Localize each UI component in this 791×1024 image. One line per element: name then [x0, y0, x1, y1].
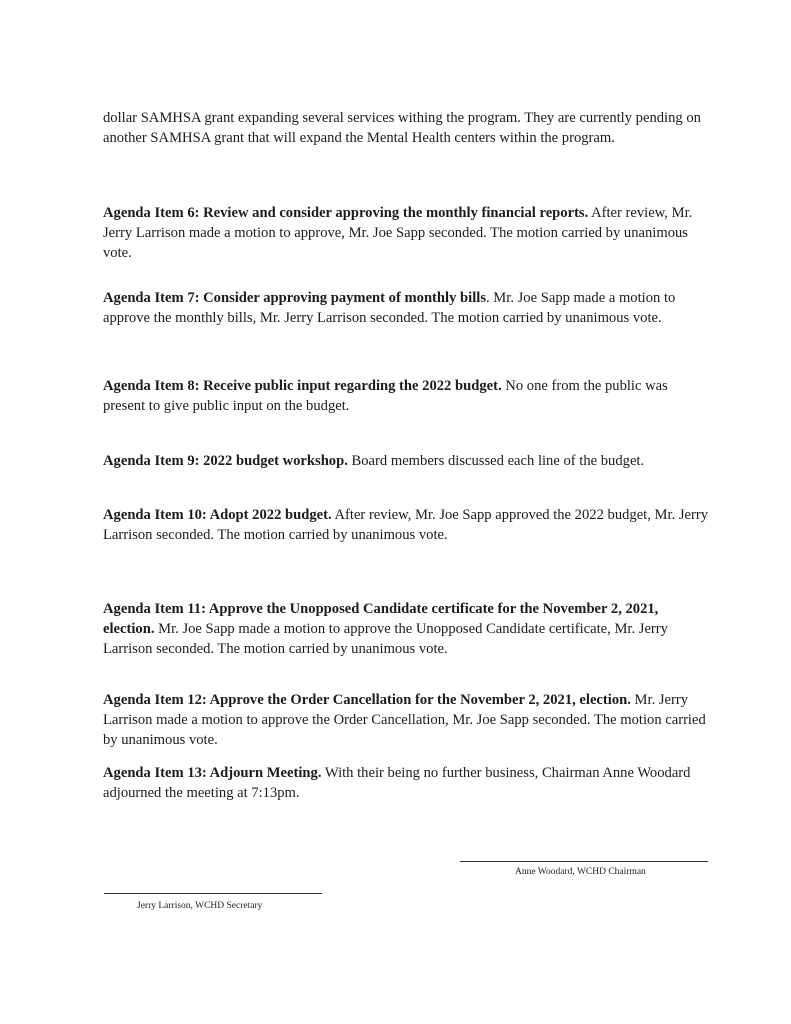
agenda-item-11-body: Mr. Joe Sapp made a motion to approve the Unopposed Candidate certificate, Mr. Jerry Larrison seconded. The motion carried by unanimous vote.	[103, 621, 668, 657]
agenda-item-6	[103, 203, 713, 263]
agenda-item-12-heading: Agenda Item 12: Approve the Order Cancellation for the November 2, 2021, election.	[103, 692, 631, 708]
secretary-signature-label: Jerry Larrison, WCHD Secretary	[137, 901, 263, 911]
agenda-item-13-body: With their being no further business, Chairman Anne Woodard adjourned the meeting at 7:13pm.	[103, 765, 691, 801]
agenda-item-11-heading: Agenda Item 11: Approve the Unopposed Candidate certificate for the November 2, 2021, election.	[103, 601, 659, 637]
agenda-item-12-body: Mr. Jerry Larrison made a motion to approve the Order Cancellation, Mr. Joe Sapp seconded. The motion carried by unanimous vote.	[103, 692, 706, 748]
agenda-item-8-body: No one from the public was present to give public input on the budget.	[103, 378, 668, 414]
agenda-item-6-body: After review, Mr. Jerry Larrison made a motion to approve, Mr. Joe Sapp seconded. The motion carried by unanimous vote.	[103, 205, 693, 261]
agenda-item-11	[103, 599, 713, 659]
agenda-item-9-body: Board members discussed each line of the budget.	[347, 453, 645, 469]
agenda-item-9	[103, 451, 713, 471]
agenda-item-13-heading: Agenda Item 13: Adjourn Meeting.	[103, 765, 322, 781]
intro-text: dollar SAMHSA grant expanding several services withing the program. They are currently pending on another SAMHSA grant that will expand the Mental Health centers within the program.	[103, 110, 701, 146]
agenda-item-7-heading: Agenda Item 7: Consider approving payment of monthly bills	[103, 290, 486, 306]
agenda-item-6-heading: Agenda Item 6: Review and consider approving the monthly financial reports.	[103, 205, 589, 221]
agenda-item-7-body: . Mr. Joe Sapp made a motion to approve the monthly bills, Mr. Jerry Larrison seconded. The motion carried by unanimous vote.	[103, 290, 676, 326]
intro-paragraph	[103, 108, 713, 148]
agenda-item-9-heading: Agenda Item 9: 2022 budget workshop.	[103, 453, 348, 469]
secretary-signature-line	[104, 893, 322, 894]
agenda-item-12	[103, 690, 713, 750]
agenda-item-8	[103, 376, 713, 416]
agenda-item-13	[103, 763, 713, 803]
chairman-signature-label: Anne Woodard, WCHD Chairman	[515, 867, 646, 877]
chairman-signature-line	[460, 861, 708, 862]
agenda-item-10-heading: Agenda Item 10: Adopt 2022 budget.	[103, 507, 332, 523]
agenda-item-7	[103, 288, 713, 328]
agenda-item-10-body: After review, Mr. Joe Sapp approved the 2022 budget, Mr. Jerry Larrison seconded. The motion carried by unanimous vote.	[103, 507, 709, 543]
agenda-item-8-heading: Agenda Item 8: Receive public input regarding the 2022 budget.	[103, 378, 502, 394]
agenda-item-10	[103, 505, 713, 545]
